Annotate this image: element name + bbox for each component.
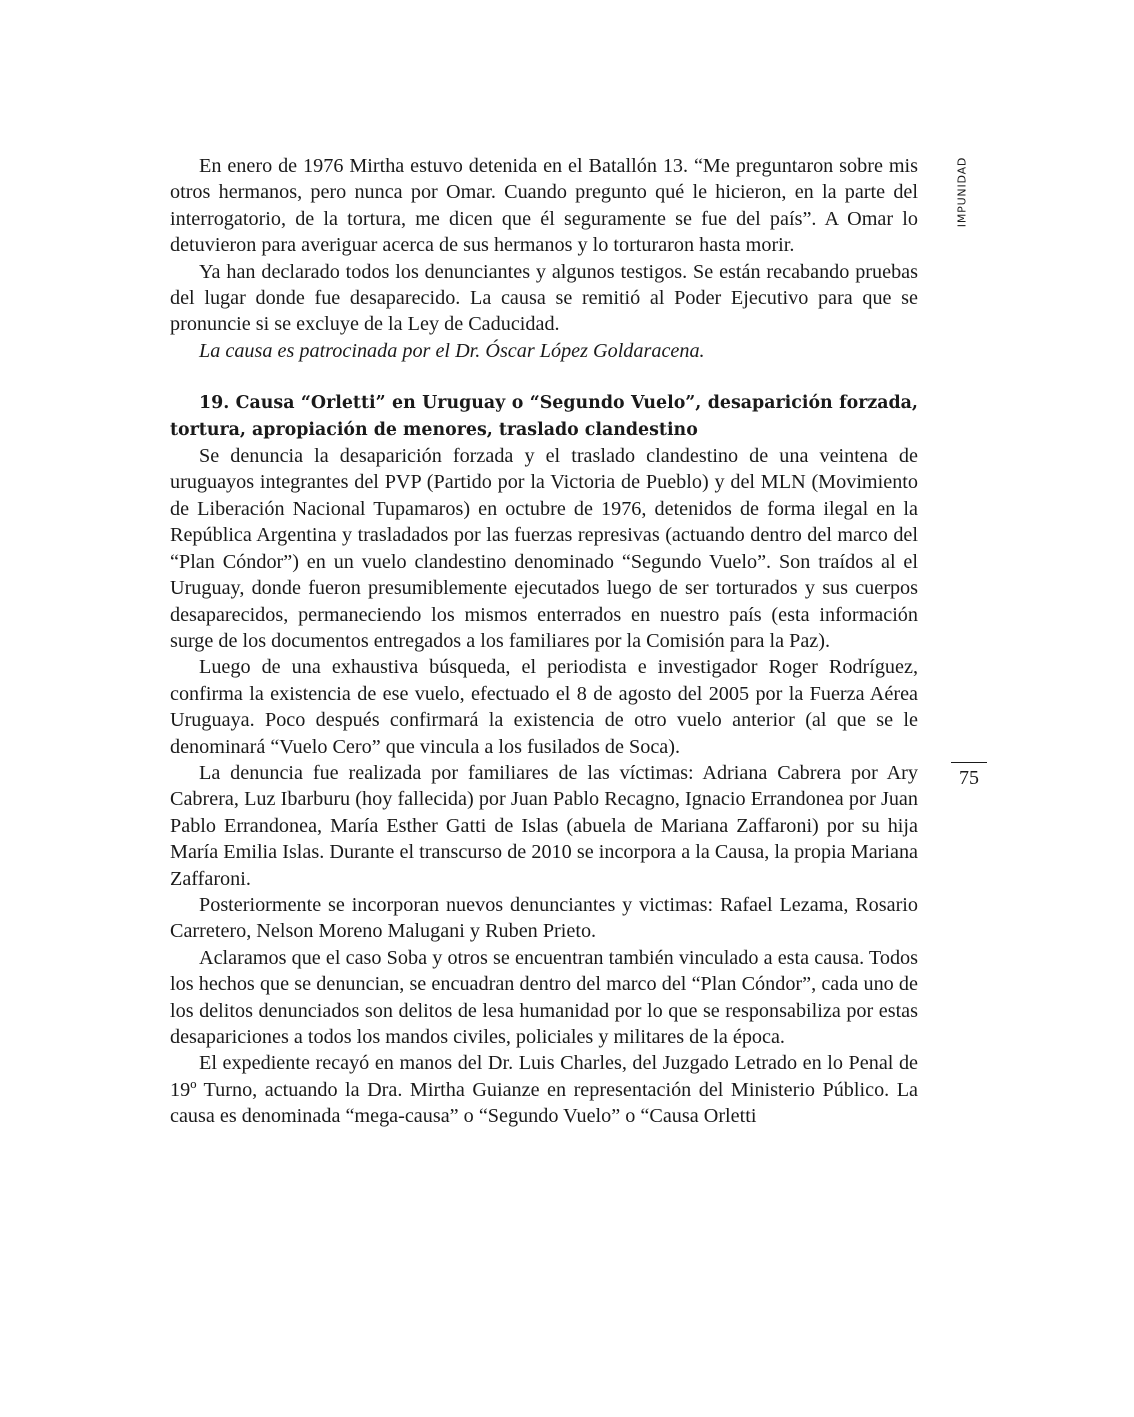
- body-paragraph: Se denuncia la desaparición forzada y el traslado clandestino de una veintena de uruguayos integrantes del PVP (Partido por la Victoria de Pueblo) y del MLN (Movimiento de Liberación Nacional Tupamaros) en octubre de 1976, detenidos de forma ilegal en la República Argentina y trasladados por las fuerzas represivas (actuando dentro del marco del “Plan Cóndor”) en un vuelo clandestino denominado “Segundo Vuelo”. Son traídos al el Uruguay, donde fueron presumiblemente ejecutados luego de ser torturados y sus cuerpos desaparecidos, permaneciendo los mismos enterrados en nuestro país (esta información surge de los documentos entregados a los familiares por la Comisión para la Paz).: [170, 445, 918, 652]
- body-paragraph: La denuncia fue realizada por familiares de las víctimas: Adriana Cabrera por Ary Cabrera, Luz Ibarburu (hoy fallecida) por Juan Pablo Recagno, Ignacio Errandonea por Juan Pablo Errandonea, María Esther Gatti de Islas (abuela de Mariana Zaffaroni) por su hija María Emilia Islas. Durante el transcurso de 2010 se incorpora a la Causa, la propia Mariana Zaffaroni.: [170, 761, 918, 890]
- folio-rule: [951, 762, 987, 763]
- section-heading: 19. Causa “Orletti” en Uruguay o “Segundo Vuelo”, desaparición forzada, tortura, apropiación de menores, traslado clandestino: [170, 393, 918, 440]
- sponsor-note: La causa es patrocinada por el Dr. Óscar López Goldaracena.: [199, 339, 705, 362]
- running-head: IMPUNIDAD: [955, 156, 969, 228]
- body-paragraph: En enero de 1976 Mirtha estuvo detenida en el Batallón 13. “Me preguntaron sobre mis otros hermanos, pero nunca por Omar. Cuando pregunto qué le hicieron, en la parte del interrogatorio, de la tortura, me dicen que él seguramente se fue del país”. A Omar lo detuvieron para averiguar acerca de sus hermanos y lo torturaron hasta morir.: [170, 155, 918, 257]
- body-paragraph: Luego de una exhaustiva búsqueda, el periodista e investigador Roger Rodríguez, confirma la existencia de ese vuelo, efectuado el 8 de agosto del 2005 por la Fuerza Aérea Uruguaya. Poco después confirmará la existencia de otro vuelo anterior (al que se le denominará “Vuelo Cero” que vincula a los fusilados de Soca).: [170, 656, 918, 758]
- body-paragraph: Ya han declarado todos los denunciantes y algunos testigos. Se están recabando pruebas del lugar donde fue desaparecido. La causa se remitió al Poder Ejecutivo para que se pronuncie si se excluye de la Ley de Caducidad.: [170, 260, 918, 336]
- body-paragraph: El expediente recayó en manos del Dr. Luis Charles, del Juzgado Letrado en lo Penal de 19º Turno, actuando la Dra. Mirtha Guianze en representación del Ministerio Público. La causa es denominada “mega-causa” o “Segundo Vuelo” o “Causa Orletti: [170, 1052, 918, 1128]
- body-paragraph: Aclaramos que el caso Soba y otros se encuentran también vinculado a esta causa. Todos los hechos que se denuncian, se encuadran dentro del marco del “Plan Cóndor”, cada uno de los delitos denunciados son delitos de lesa humanidad por lo que se responsabiliza por estas desapariciones a todos los mandos civiles, policiales y militares de la época.: [170, 946, 918, 1048]
- page-body: [170, 153, 918, 1130]
- body-paragraph: Posteriormente se incorporan nuevos denunciantes y victimas: Rafael Lezama, Rosario Carretero, Nelson Moreno Malugani y Ruben Prieto.: [170, 893, 918, 943]
- page-number: 75: [959, 767, 979, 789]
